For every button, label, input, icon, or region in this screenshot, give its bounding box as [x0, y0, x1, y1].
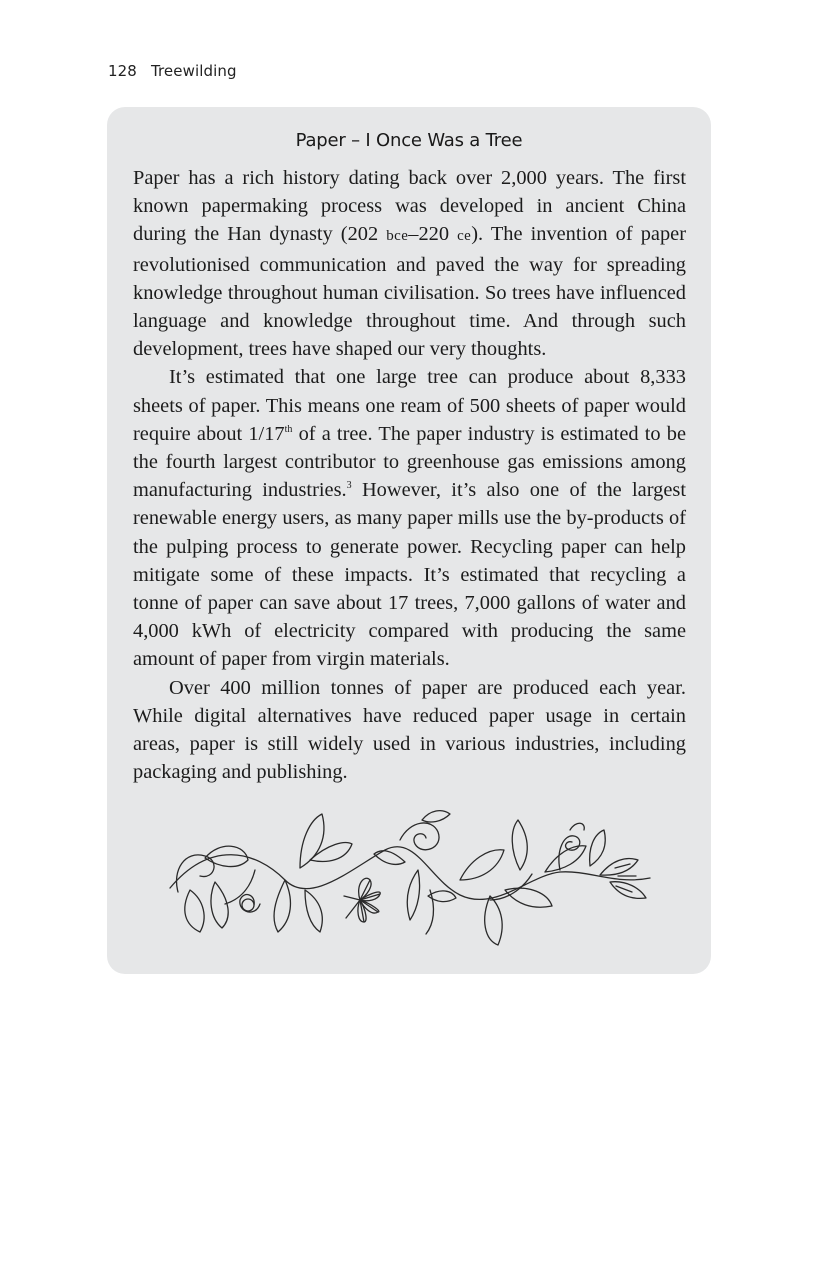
paragraph-2: It’s estimated that one large tree can produce about 8,333 sheets of paper. This means one ream of 500 sheets of paper would require about 1/17th of a tree. The paper industry is estimated to be the fourth largest contributor to greenhouse gas emissions among manufacturing industries.$^3$ However, it’s also one of the largest renewable energy users, as many paper mills use the by-products of the pulping process to generate power. Recycling paper can help mitigate some of these impacts. It’s estimated that recycling a tonne of paper can save about 17 trees, 7,000 gallons of water and 4,000 kWh of electricity compared with producing the same amount of paper from virgin materials. — [133, 366, 687, 671]
footnote-reference: 3 — [346, 480, 352, 492]
era-bce: bce — [386, 228, 409, 245]
paragraph-3: Over 400 million tonnes of paper are produced each year. While digital alternatives have reduced paper usage in certain areas, paper is still widely used in various industries, including packaging and publishing. — [133, 676, 686, 784]
box-title: Paper – I Once Was a Tree — [295, 130, 523, 151]
page-number: 128 — [108, 62, 137, 80]
running-title: Treewilding — [150, 62, 237, 80]
running-head — [108, 62, 237, 80]
leafy-vine-icon — [160, 800, 660, 950]
box-body — [133, 164, 686, 786]
era-ce: ce — [457, 228, 472, 245]
ordinal-superscript: th — [284, 423, 293, 435]
paragraph-1: Paper has a rich history dating back over 2,000 years. The first known papermaking process was developed in ancient China during the Han dynasty (202 bce–220 ce). The invention of paper revolutionised communication and paved the way for spreading knowledge throughout human civilisation. So trees have influenced language and knowledge throughout time. And through such development, trees have shaped our very thoughts. — [133, 167, 686, 361]
